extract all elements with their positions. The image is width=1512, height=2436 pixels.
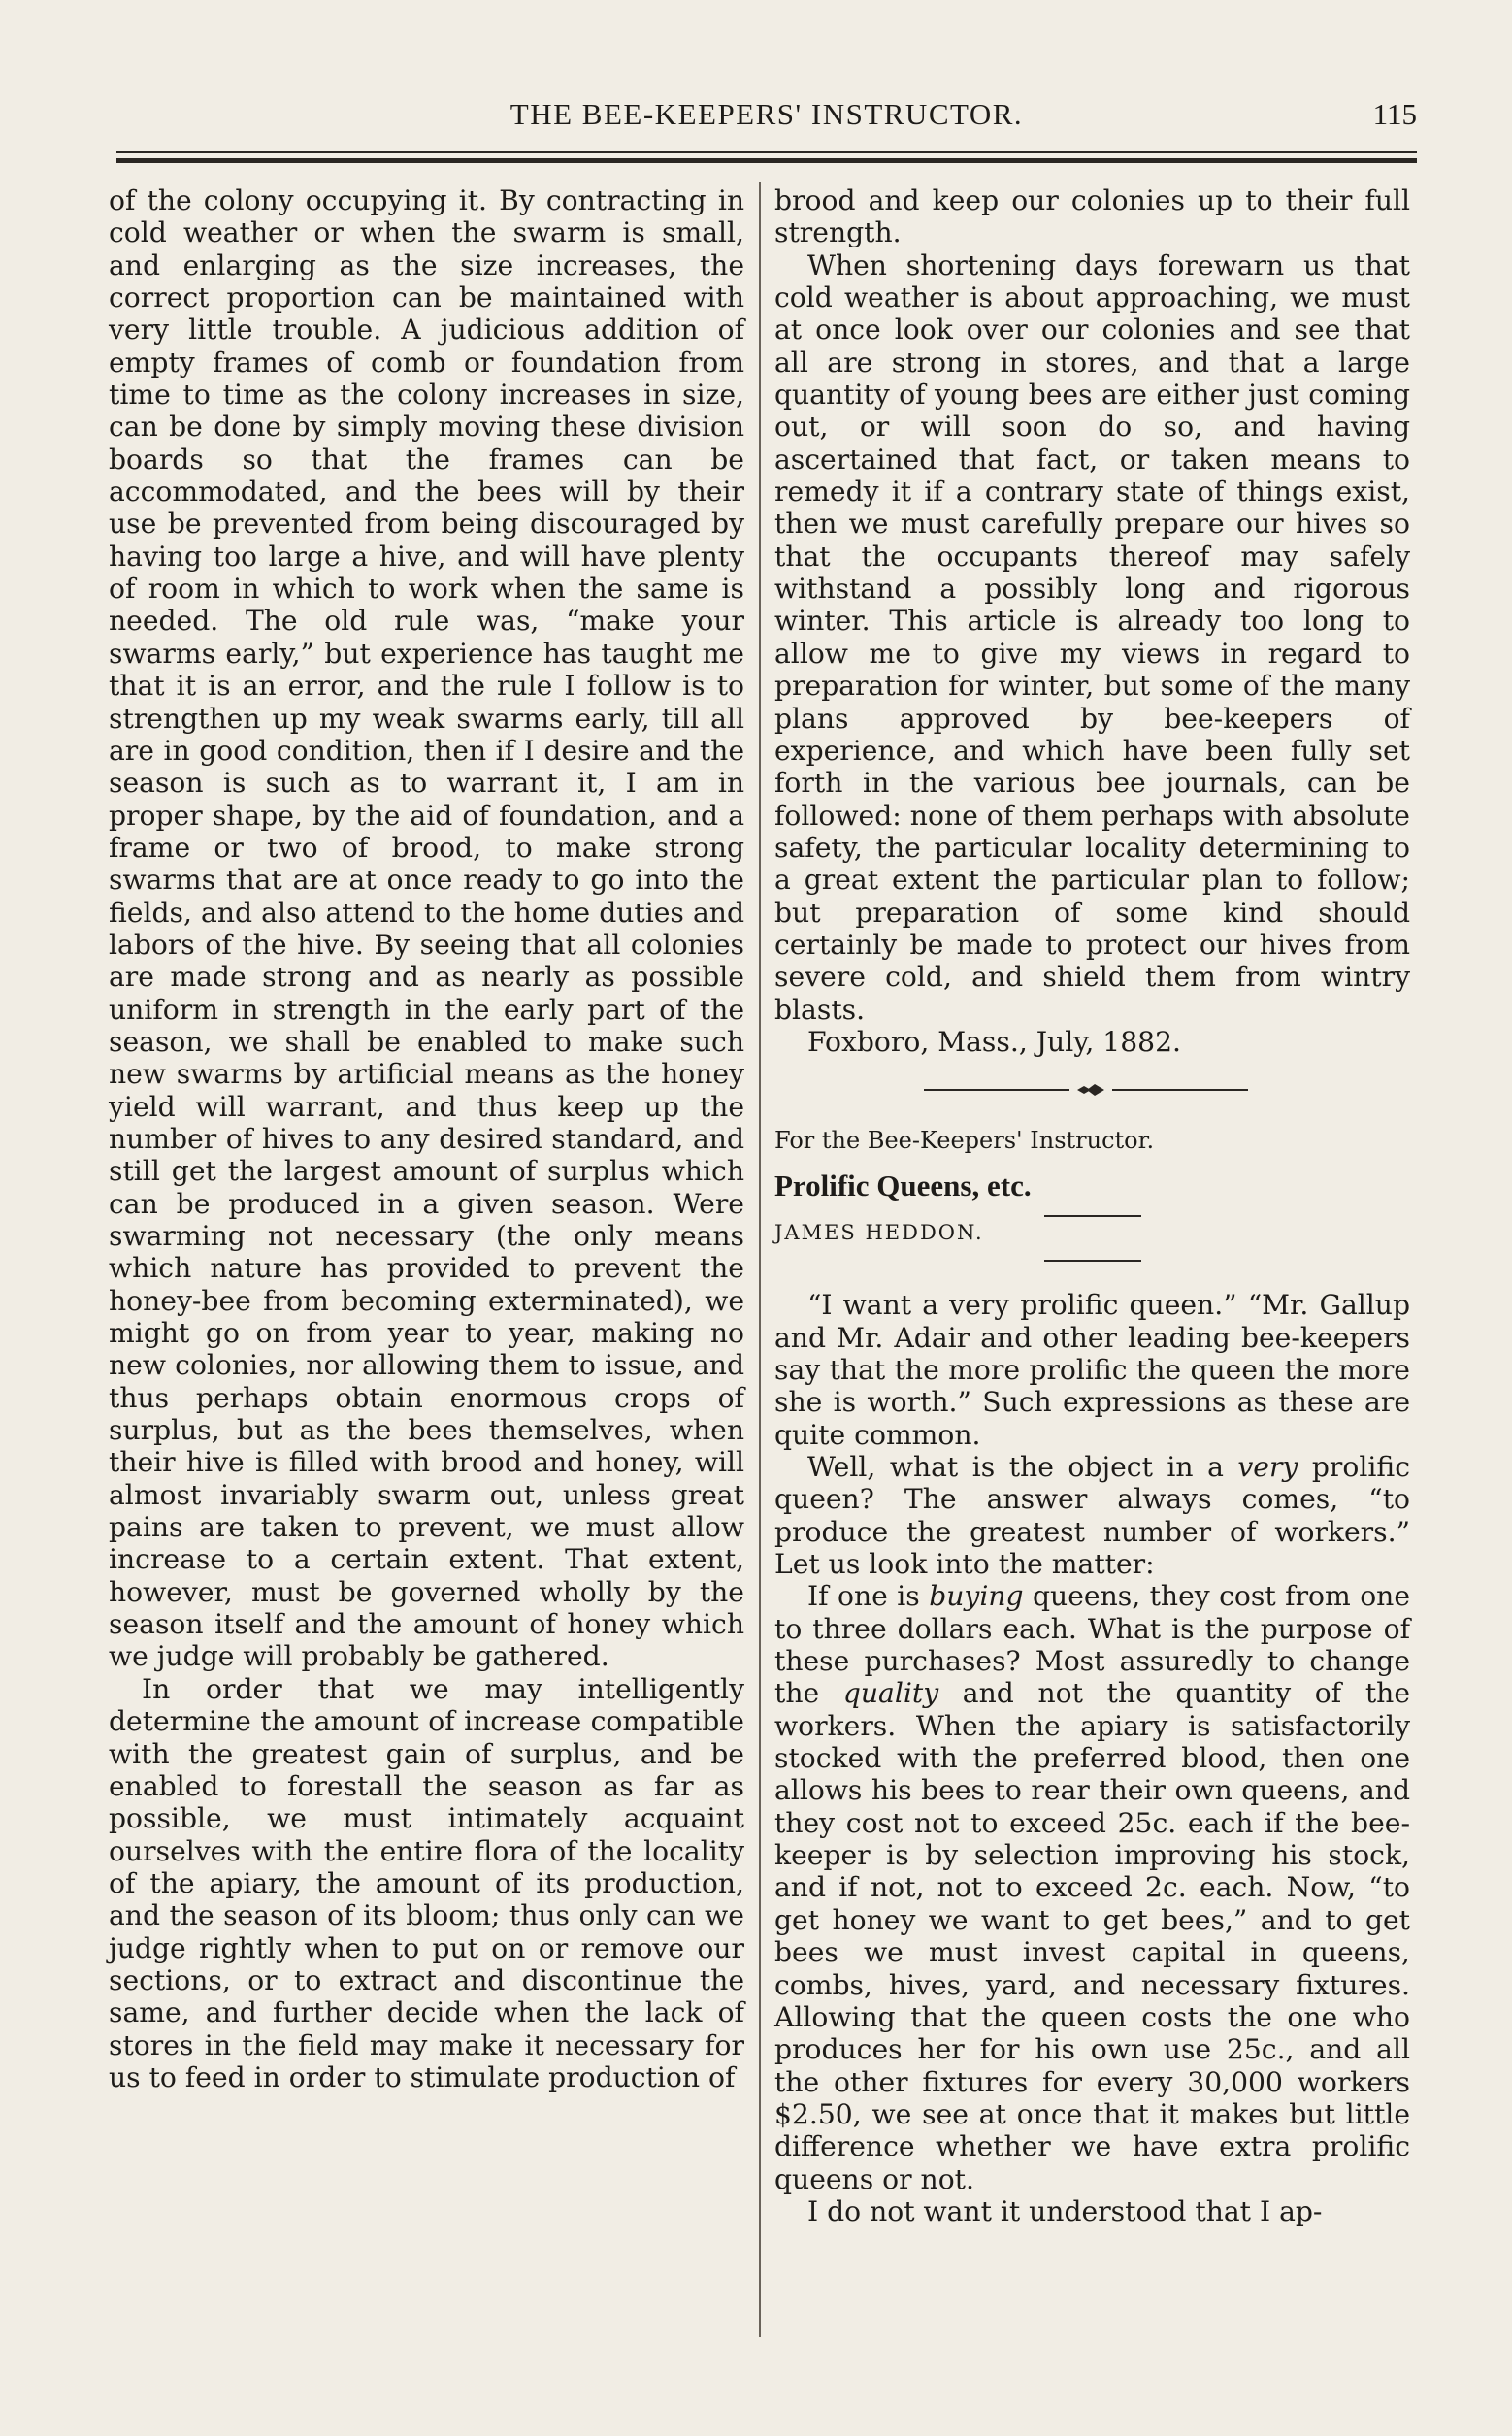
column-divider xyxy=(759,182,761,2337)
right-paragraph-6: I do not want it understood that I ap- xyxy=(807,2194,1323,2227)
article-title: Prolific Queens, etc. xyxy=(774,1169,1032,1203)
right-column xyxy=(774,184,1410,2227)
source-line: For the Bee-Keepers' Instructor. xyxy=(774,1127,1155,1155)
header-rule-thin xyxy=(116,151,1417,153)
paragraph-4-emphasis: very xyxy=(1237,1451,1298,1483)
right-paragraph-3: “I want a very prolific queen.” “Mr. Gallup and Mr. Adair and other leading bee-keepers say that the more prolific the queen the more she is worth.” Such expressions as these are quite common. xyxy=(774,1289,1410,1451)
author: JAMES HEDDON. xyxy=(774,1221,984,1245)
right-paragraph-5 xyxy=(774,1580,1410,2195)
right-paragraph-1: brood and keep our colonies up to their full strength. xyxy=(774,184,1410,249)
dateline: Foxboro, Mass., July, 1882. xyxy=(807,1025,1182,1058)
paragraph-4-text-b: prolific queen? The answer always comes, “to produce the greatest number of workers.” Let us look into the matter: xyxy=(774,1451,1410,1581)
left-paragraph-2: In order that we may intelligently determine the amount of increase compatible with the greatest gain of surplus, and be enabled to forestall the season as far as possible, we must intimately acquaint ourselves with the entire flora of the locality of the apiary, the amount of its production, and the season of its bloom; thus only can we judge rightly when to put on or remove our sections, or to extract and discontinue the same, and further decide when the lack of stores in the field may make it necessary for us to feed in order to stimulate production of xyxy=(109,1672,744,2093)
ornament-diamond-icon xyxy=(1077,1083,1104,1097)
page-number: 115 xyxy=(1372,97,1417,131)
ornament-line-left xyxy=(924,1089,1069,1091)
paragraph-5-text-a: If one is xyxy=(807,1580,930,1613)
left-column xyxy=(109,184,744,2093)
paragraph-5-emphasis-1: buying xyxy=(929,1580,1024,1613)
paragraph-4-text-a: Well, what is the object in a xyxy=(807,1451,1238,1483)
right-paragraph-4 xyxy=(774,1451,1410,1580)
header-rule-thick xyxy=(116,158,1417,163)
author-rule xyxy=(1044,1260,1141,1262)
ornament-line-right xyxy=(1112,1089,1248,1091)
paragraph-5-text-c: and not the quantity of the workers. When the apiary is satisfactorily stocked with the preferred blood, then one allows his bees to rear their own queens, and they cost not to exceed 25c. each if the bee-keeper is by selection improving his stock, and if not, not to exceed 2c. each. Now, “to get honey we want to get bees,” and to get bees we must invest capital in queens, combs, hives, yard, and necessary fixtures. Allowing that the queen costs the one who produces her for his own use 25c., and all the other fixtures for every 30,000 workers $2.50, we see at once that it makes but little difference whether we have extra prolific queens or not. xyxy=(774,1677,1410,2195)
running-title: THE BEE-KEEPERS' INSTRUCTOR. xyxy=(509,97,1024,131)
running-head xyxy=(116,97,1417,140)
right-paragraph-2: When shortening days forewarn us that cold weather is about approaching, we must at once look over our colonies and see that all are strong in stores, and that a large quantity of young bees are either just coming out, or will soon do so, and having ascertained that fact, or taken means to remedy it if a contrary state of things exist, then we must carefully prepare our hives so that the occupants thereof may safely withstand a possibly long and rigorous winter. This article is already too long to allow me to give my views in regard to preparation for winter, but some of the many plans approved by bee-keepers of experience, and which have been fully set forth in the various bee journals, can be followed: none of them perhaps with absolute safety, the particular locality determining to a great extent the particular plan to follow; but preparation of some kind should certainly be made to protect our hives from severe cold, and shield them from wintry blasts. xyxy=(774,248,1410,1026)
paragraph-5-emphasis-2: quality xyxy=(842,1677,939,1710)
paragraph-5-text-b: queens, they cost from one to three dollars each. What is the purpose of these purchases? Most assuredly to change the xyxy=(774,1580,1411,1710)
left-paragraph-1: of the colony occupying it. By contracting in cold weather or when the swarm is small, and enlarging as the size increases, the correct proportion can be maintained with very little trouble. A judicious addition of empty frames of comb or foundation from time to time as the colony increases in size, can be done by simply moving these division boards so that the frames can be accommodated, and the bees will by their use be prevented from being discouraged by having too large a hive, and will have plenty of room in which to work when the same is needed. The old rule was, “make your swarms early,” but experience has taught me that it is an error, and the rule I follow is to strengthen up my weak swarms early, till all are in good condition, then if I desire and the season is such as to warrant it, I am in proper shape, by the aid of foundation, and a frame or two of brood, to make strong swarms that are at once ready to go into the fields, and also attend to the home duties and labors of the hive. By seeing that all colonies are made strong and as nearly as possible uniform in strength in the early part of the season, we shall be enabled to make such new swarms by artificial means as the honey yield will warrant, and thus keep up the number of hives to any desired standard, and still get the largest amount of surplus which can be produced in a given season. Were swarming not necessary (the only means which nature has provided to prevent the honey-bee from becoming exterminated), we might go on from year to year, making no new colonies, nor allowing them to issue, and thus perhaps obtain enormous crops of surplus, but as the bees themselves, when their hive is filled with brood and honey, will almost invariably swarm out, unless great pains are taken to prevent, we must allow increase to a certain extent. That extent, however, must be governed wholly by the season itself and the amount of honey which we judge will probably be gathered. xyxy=(109,184,744,1673)
section-ornament xyxy=(774,1058,1410,1122)
